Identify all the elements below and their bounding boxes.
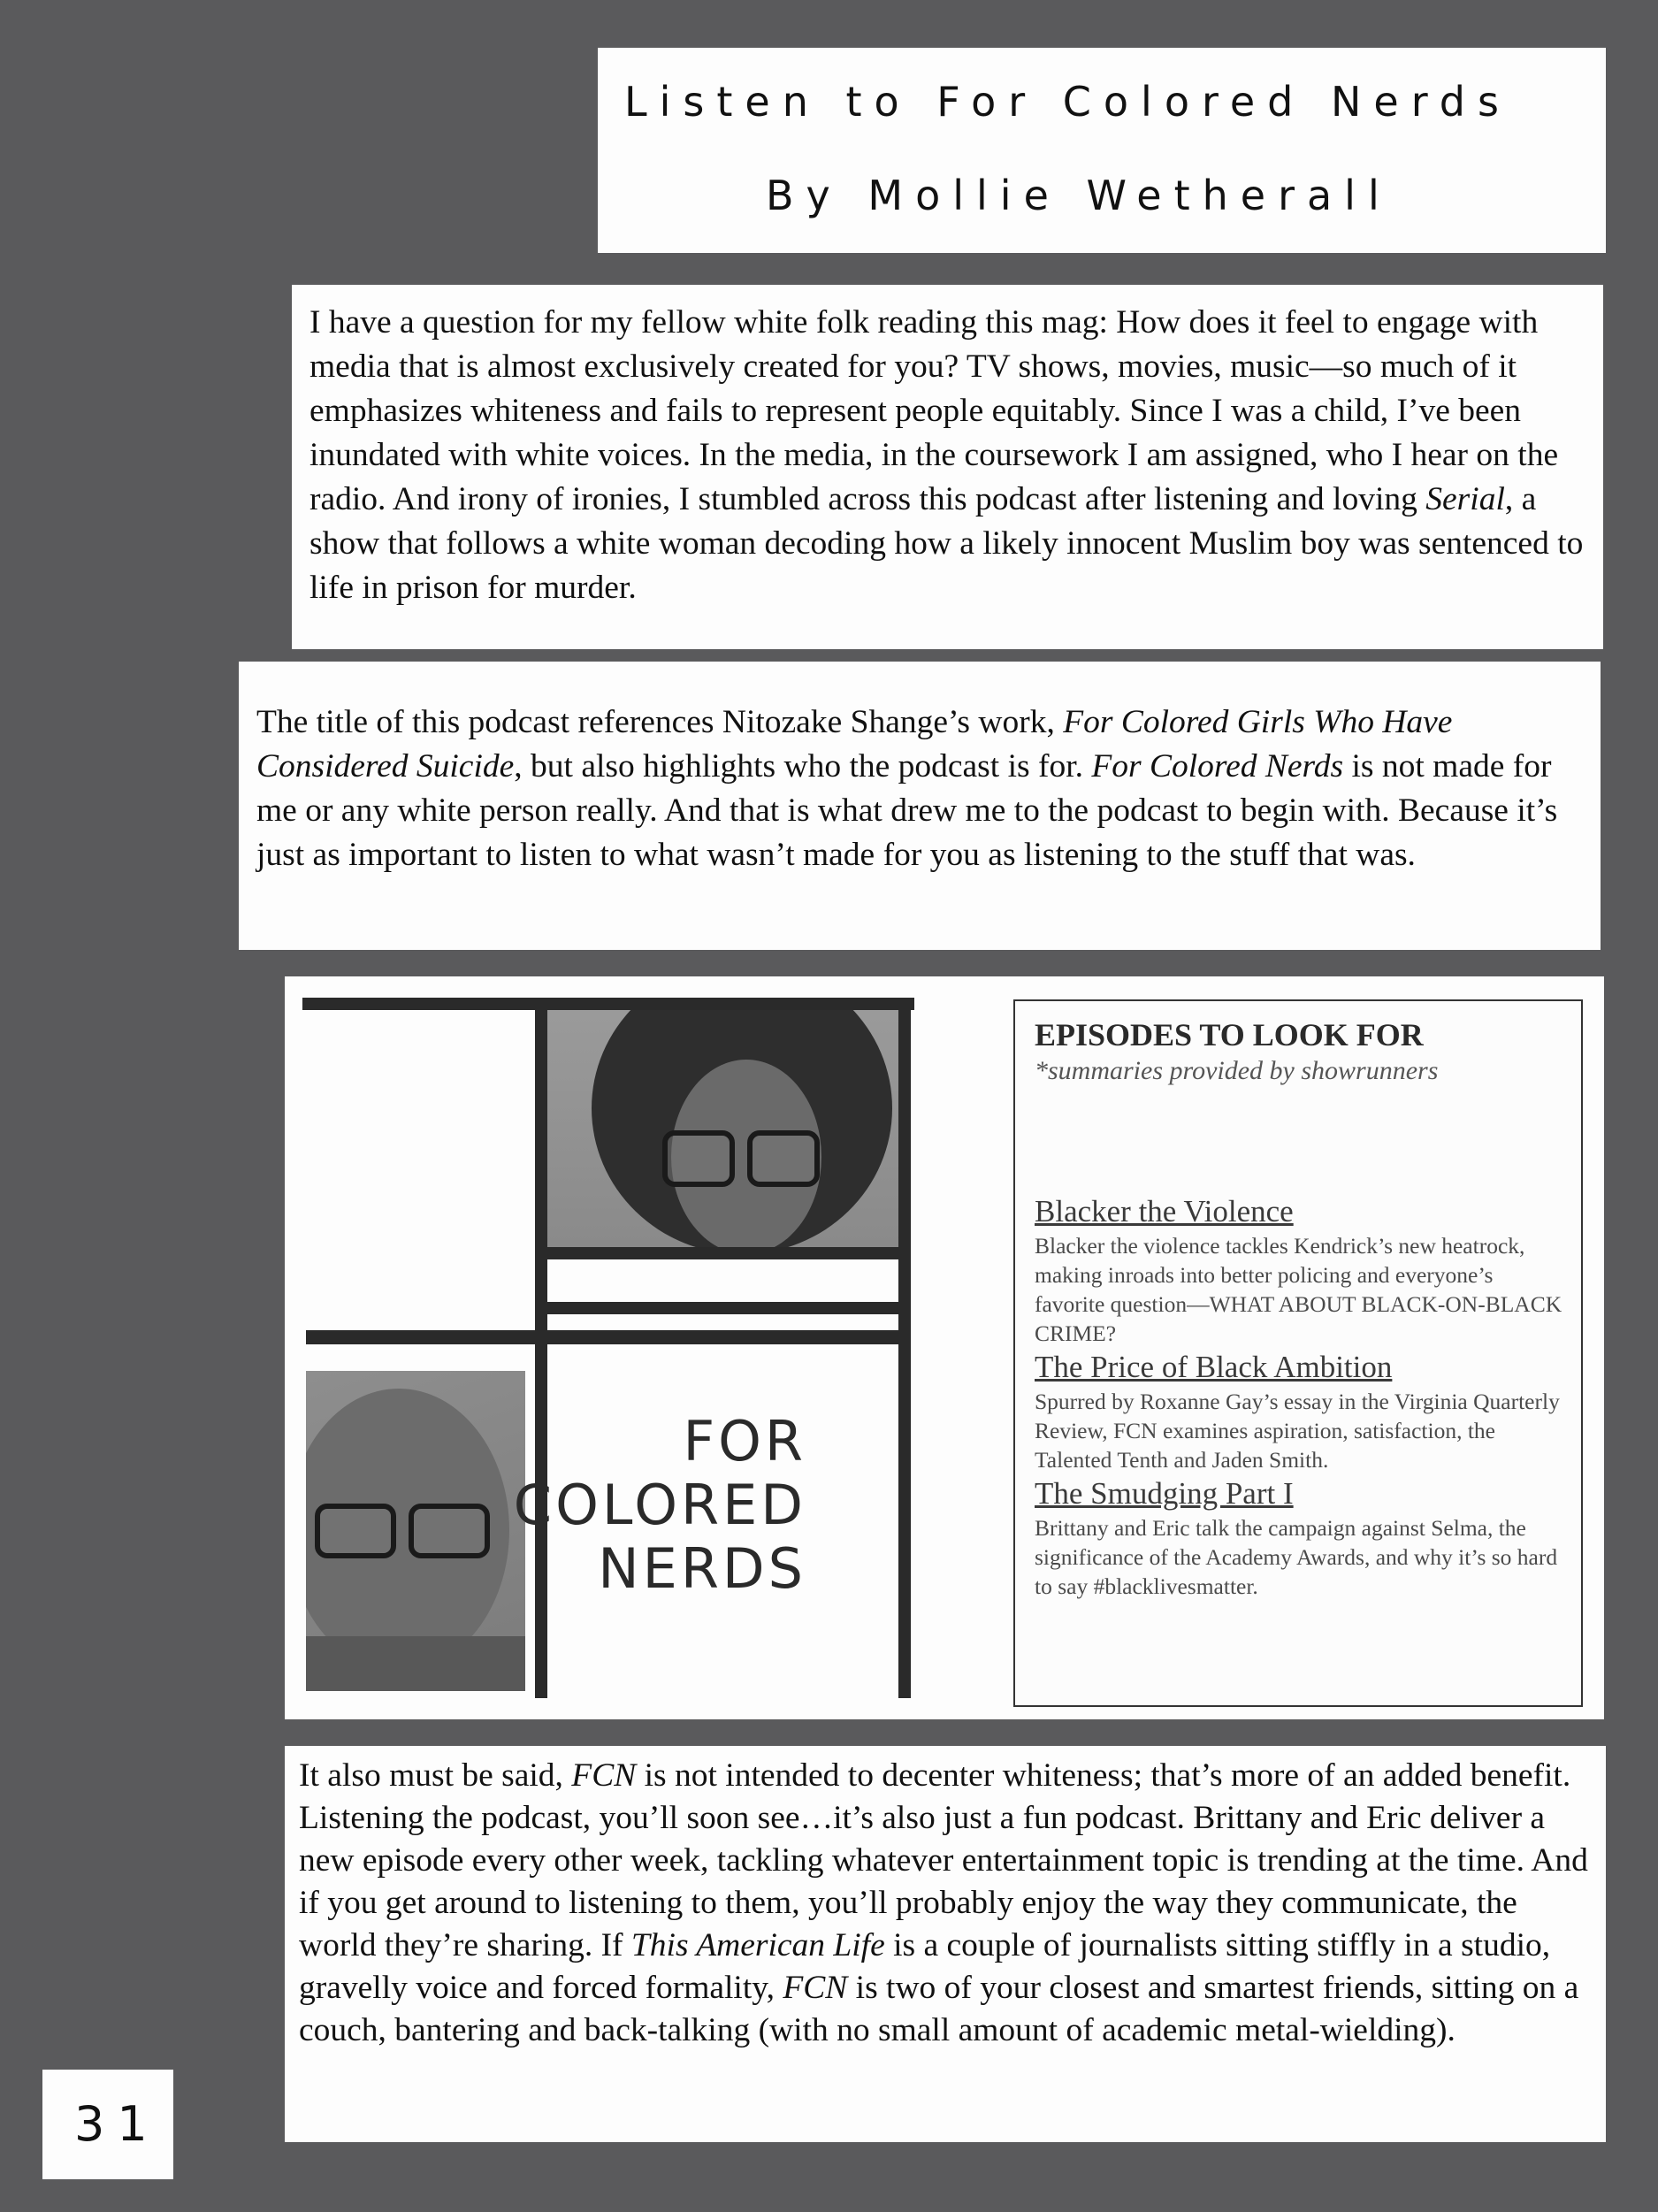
podcast-logo bbox=[514, 1410, 806, 1601]
paragraph-1-text-b: , a show that follows a white woman decoding how a likely innocent Muslim boy was sentenced to life in prison for murder. bbox=[309, 481, 1584, 606]
logo-line-2: COLORED bbox=[513, 1473, 806, 1537]
paragraph-1-text-a: I have a question for my fellow white folk reading this mag: How does it feel to engage with media that is almost exclusively created for you? TV shows, movies, music—so much of it emphasizes whiteness and fails to represent people equitably. Since I was a child, I’ve been inundated with white voices. In the media, in the coursework I am assigned, who I hear on the radio. And irony of ironies, I stumbled across this podcast after listening and loving bbox=[309, 304, 1559, 517]
page-number-box bbox=[42, 2070, 173, 2179]
paragraph-2-italic-a: For Colored Girls Who Have Considered Suicide bbox=[256, 704, 1453, 785]
paragraph-3-text-d: is two of your closest and smartest friends, sitting on a couch, bantering and back-talking (with no small amount of academic metal-wielding). bbox=[299, 1970, 1579, 2048]
poster-bar-h1 bbox=[535, 1247, 911, 1259]
episode-item bbox=[1035, 1348, 1565, 1474]
paragraph-2-italic-b: For Colored Nerds bbox=[1091, 748, 1344, 785]
episode-title: Blacker the Violence bbox=[1035, 1194, 1294, 1228]
logo-line-1: FOR bbox=[683, 1409, 806, 1473]
poster-bar-h2 bbox=[535, 1302, 911, 1314]
podcast-feature-box bbox=[285, 976, 1604, 1719]
episodes-subheading: *summaries provided by showrunners bbox=[1035, 1056, 1439, 1085]
paragraph-2-text-a: The title of this podcast references Nitozake Shange’s work, bbox=[256, 704, 1064, 740]
episode-summary: Spurred by Roxanne Gay’s essay in the Virginia Quarterly Review, FCN examines aspiration, satisfaction, the Talented Tenth and Jaden Smith. bbox=[1035, 1389, 1560, 1473]
paragraph-3-italic-a: FCN bbox=[571, 1757, 637, 1794]
page-number: 31 bbox=[74, 2096, 160, 2152]
paragraph-3-text-a: It also must be said, bbox=[299, 1757, 572, 1794]
article-title: Listen to For Colored Nerds bbox=[624, 78, 1511, 126]
episode-item bbox=[1035, 1192, 1565, 1348]
title-box bbox=[598, 48, 1606, 253]
host-photo-top bbox=[547, 998, 908, 1247]
poster-bar-v2 bbox=[898, 998, 911, 1698]
paragraph-2-text-b: , but also highlights who the podcast is for. bbox=[514, 748, 1092, 785]
host-photo-left bbox=[306, 1371, 525, 1691]
episode-title: The Price of Black Ambition bbox=[1035, 1350, 1393, 1384]
logo-line-3: NERDS bbox=[598, 1536, 806, 1601]
paragraph-1-italic: Serial bbox=[1425, 481, 1505, 517]
poster-bar-top bbox=[302, 998, 914, 1010]
article-byline: By Mollie Wetherall bbox=[766, 172, 1392, 219]
episodes-sidebar bbox=[1013, 999, 1583, 1707]
paragraph-2-text-c: is not made for me or any white person really. And that is what drew me to the podcast to begin with. Because it’s just as important to listen to what wasn’t made for you as listening to the stuff that was. bbox=[256, 748, 1558, 873]
poster-bar-h3 bbox=[306, 1330, 911, 1344]
paragraph-3-text-c: is a couple of journalists sitting stiffly in a studio, gravelly voice and forced formality, bbox=[299, 1927, 1551, 2006]
episode-item bbox=[1035, 1474, 1565, 1601]
paragraph-3 bbox=[285, 1746, 1606, 2142]
paragraph-3-italic-b: This American Life bbox=[630, 1927, 885, 1963]
paragraph-1 bbox=[292, 285, 1603, 649]
paragraph-2 bbox=[239, 662, 1601, 950]
episode-summary: Blacker the violence tackles Kendrick’s new heatrock, making inroads into better policing and everyone’s favorite question—WHAT ABOUT BLACK-ON-BLACK CRIME? bbox=[1035, 1233, 1562, 1346]
paragraph-3-italic-c: FCN bbox=[783, 1970, 848, 2006]
episodes-heading: EPISODES TO LOOK FOR bbox=[1035, 1017, 1424, 1052]
episode-summary: Brittany and Eric talk the campaign against Selma, the significance of the Academy Awards, and why it’s so hard to say #blacklivesmatter. bbox=[1035, 1515, 1558, 1599]
paragraph-3-text-b: is not intended to decenter whiteness; that’s more of an added benefit. Listening the podcast, you’ll soon see…it’s also just a fun podcast. Brittany and Eric deliver a new episode every other week, tackling whatever entertainment topic is trending at the time. And if you get around to listening to them, you’ll probably enjoy the way they communicate, the world they’re sharing. If bbox=[299, 1757, 1588, 1963]
episode-title: The Smudging Part I bbox=[1035, 1476, 1294, 1511]
